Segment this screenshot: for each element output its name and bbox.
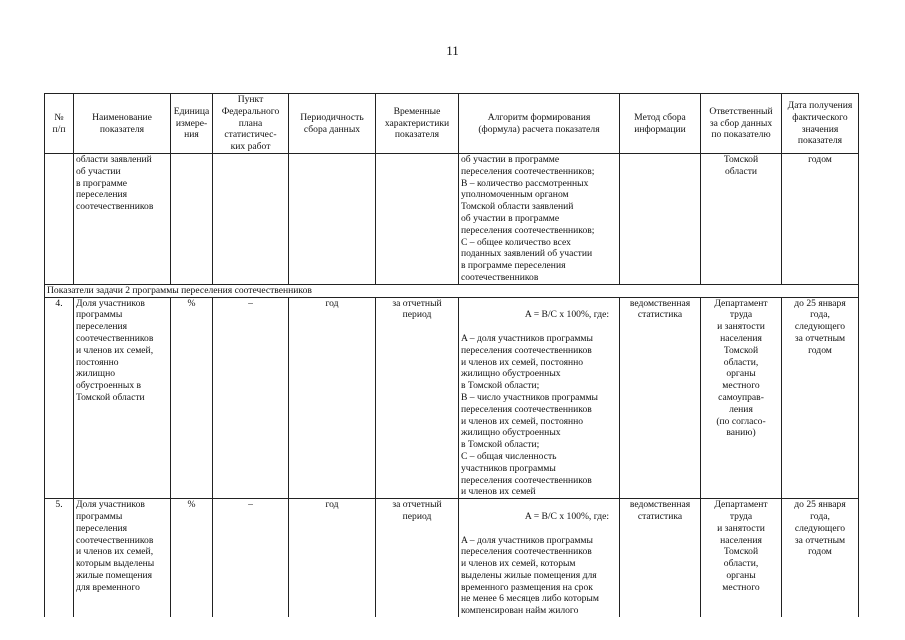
table-row-continuation — [45, 154, 859, 285]
cell-time-characteristics: за отчетный период — [376, 297, 459, 499]
header-cell-formula: Алгоритм формирования (формула) расчета показателя — [459, 94, 620, 154]
cell-method: ведомственная статистика — [620, 297, 701, 499]
formula-explanation: A – доля участников программы переселения соотечественников и членов их семей, постоянно жилищно обустроенных в Томской области; B – число участников программы переселения соотечественников и членов их семей, постоянно жилищно обустроенных в Томской области; C – общая численность участников программы переселения соотечественников и членов их семей — [461, 332, 598, 498]
cell-plan-item: – — [213, 297, 289, 499]
header-cell-name: Наименование показателя — [74, 94, 171, 154]
cell-formula — [459, 499, 620, 617]
cell-responsible: Департамент труда и занятости населения Томской области, органы местного — [701, 499, 782, 617]
header-cell-plan-item: Пункт Федерального плана статистичес- ких работ — [213, 94, 289, 154]
table-section-row — [45, 284, 859, 297]
formula-equation: A = B/C x 100%, где: — [524, 309, 609, 321]
cell-periodicity — [289, 154, 376, 285]
cell-number: 5. — [45, 499, 74, 617]
section-title: Показатели задачи 2 программы переселения соотечественников — [45, 284, 859, 297]
header-cell-time-characteristics: Временные характеристики показателя — [376, 94, 459, 154]
cell-date: до 25 января года, следующего за отчетным годом — [782, 499, 859, 617]
cell-responsible: Томской области — [701, 154, 782, 285]
cell-formula: об участии в программе переселения соотечественников; B – количество рассмотренных уполномоченным органом Томской области заявлений об участии в программе переселения соотечественников; C – общее количество всех поданных заявлений об участии в программе переселения соотечественников — [459, 154, 620, 285]
cell-method: ведомственная статистика — [620, 499, 701, 617]
header-cell-method: Метод сбора информации — [620, 94, 701, 154]
header-cell-unit: Единица измере- ния — [171, 94, 213, 154]
cell-date: годом — [782, 154, 859, 285]
cell-time-characteristics: за отчетный период — [376, 499, 459, 617]
cell-unit: % — [171, 499, 213, 617]
cell-responsible: Департамент труда и занятости населения Томской области, органы местного самоуправ- ления (по согласо- ванию) — [701, 297, 782, 499]
cell-unit — [171, 154, 213, 285]
cell-unit: % — [171, 297, 213, 499]
table-row — [45, 297, 859, 499]
cell-periodicity: год — [289, 499, 376, 617]
cell-time-characteristics — [376, 154, 459, 285]
cell-name: Доля участников программы переселения соотечественников и членов их семей, которым выделены жилые помещения для временного — [74, 499, 171, 617]
table-row — [45, 499, 859, 617]
header-cell-date: Дата получения фактического значения показателя — [782, 94, 859, 154]
cell-number: 4. — [45, 297, 74, 499]
cell-periodicity: год — [289, 297, 376, 499]
cell-name: Доля участников программы переселения соотечественников и членов их семей, постоянно жилищно обустроенных в Томской области — [74, 297, 171, 499]
formula-equation: A = B/C x 100%, где: — [524, 510, 609, 522]
cell-number — [45, 154, 74, 285]
table-header-row — [45, 94, 859, 154]
cell-method — [620, 154, 701, 285]
cell-plan-item: – — [213, 499, 289, 617]
header-cell-periodicity: Периодичность сбора данных — [289, 94, 376, 154]
formula-explanation: A – доля участников программы переселения соотечественников и членов их семей, которым выделены жилые помещения для временного размещения на срок не менее 6 месяцев либо которым компенсирован найм жилого — [461, 534, 599, 617]
cell-date: до 25 января года, следующего за отчетным годом — [782, 297, 859, 499]
cell-plan-item — [213, 154, 289, 285]
header-cell-responsible: Ответственный за сбор данных по показателю — [701, 94, 782, 154]
page-number: 11 — [446, 43, 459, 58]
header-cell-number: № п/п — [45, 94, 74, 154]
cell-formula — [459, 297, 620, 499]
indicators-table — [44, 93, 859, 617]
cell-name: области заявлений об участии в программе переселения соотечественников — [74, 154, 171, 285]
